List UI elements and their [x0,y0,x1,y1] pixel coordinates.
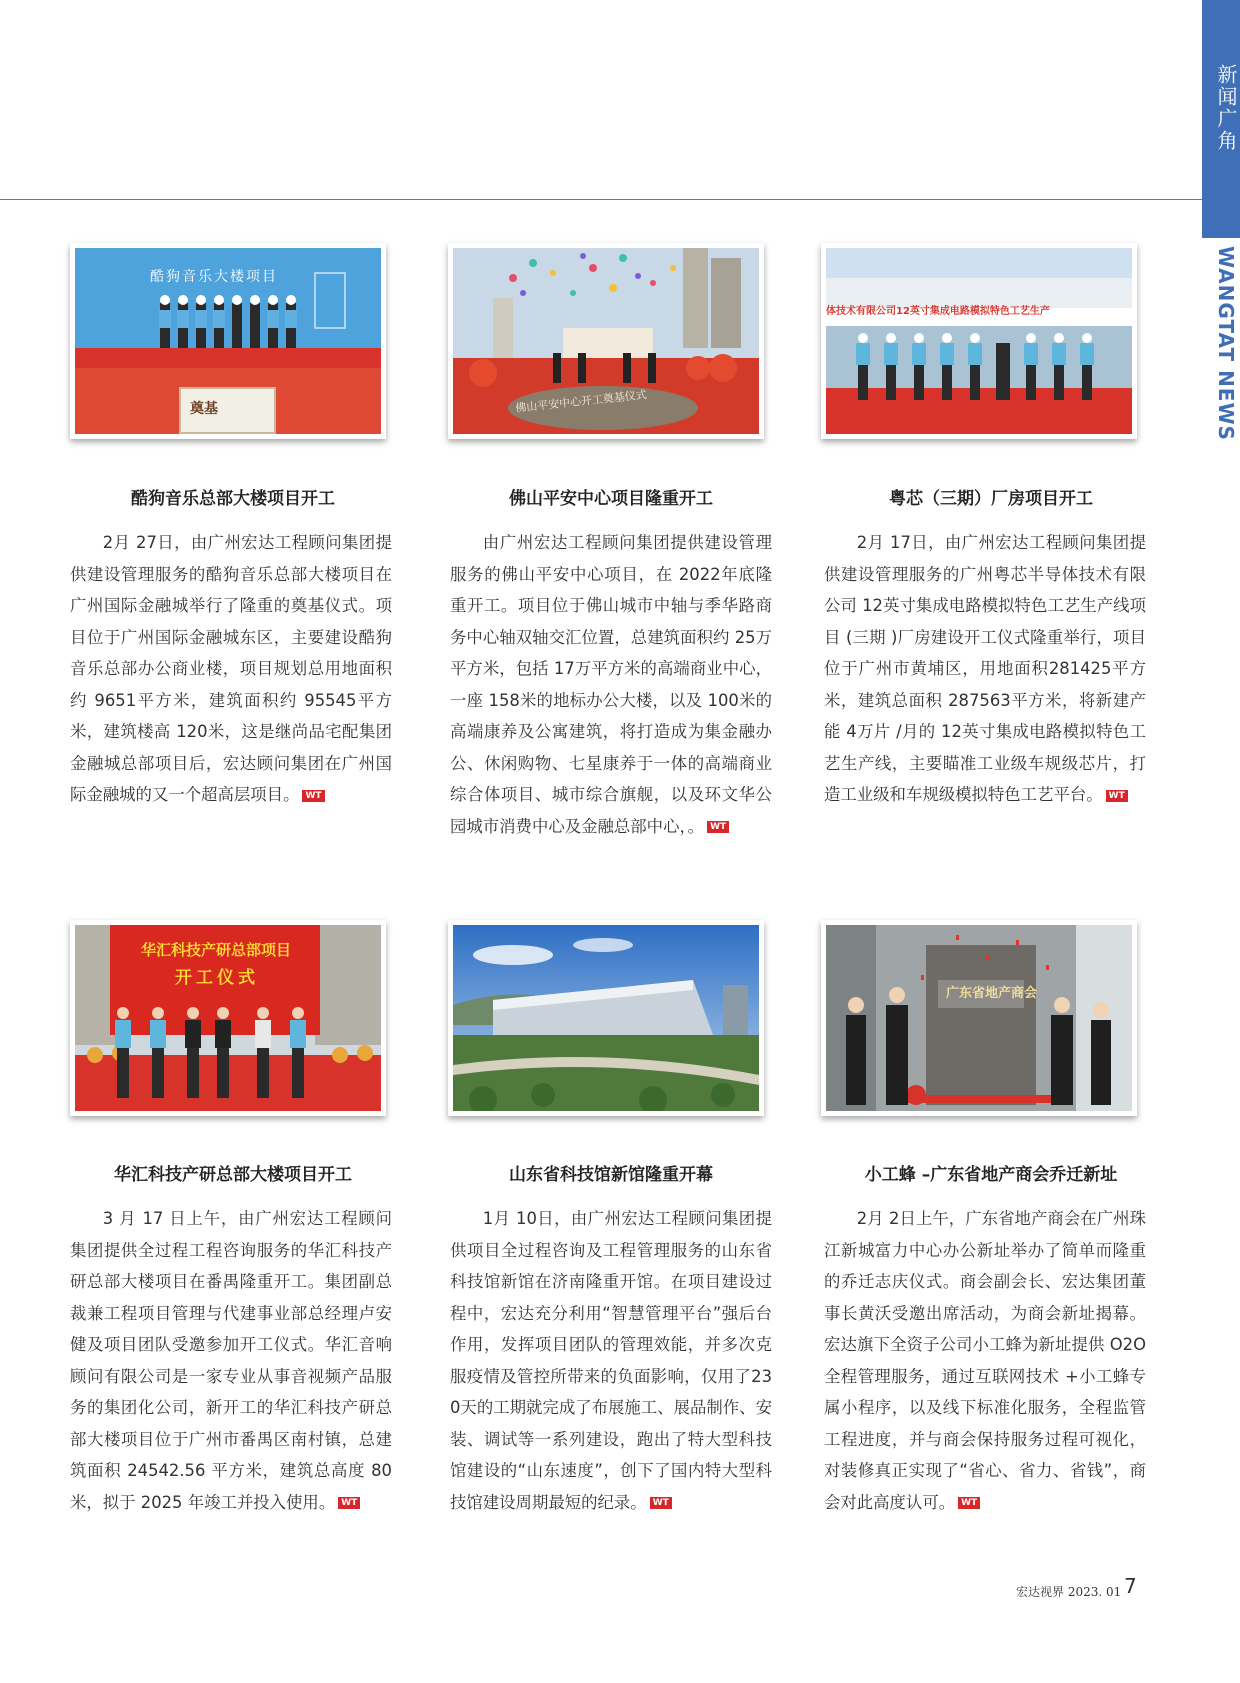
wt-end-mark: WT [302,790,324,802]
section-label-cn: 新闻广角 [1214,64,1238,152]
article-title: 佛山平安中心项目隆重开工 [509,489,713,509]
photo-foshan-pingan [448,243,764,439]
wt-end-mark: WT [958,1497,980,1509]
wt-end-mark: WT [1106,790,1128,802]
article-body [824,527,1146,811]
article-body [70,1203,392,1518]
article-title: 酷狗音乐总部大楼项目开工 [131,489,335,509]
header-rule [0,199,1202,200]
photo-chamber-unveiling [821,920,1137,1116]
photo-stone-text: 佛山平安中心开工奠基仪式 [514,388,648,415]
wt-end-mark: WT [707,821,729,833]
article-body [450,527,772,842]
photo-banner-text: 酷狗音乐大楼项目 [150,269,278,285]
article-text: 1月 10日，由广州宏达工程顾问集团提供项目全过程咨询及工程管理服务的山东省科技馆新馆在济南隆重开馆。在项目建设过程中，宏达充分利用“智慧管理平台”强后台作用，发挥项目团队的管理效能，并多次克服疫情及管控所带来的负面影响，仅用了230天的工期就完成了布展施工、展品制作、安装、调试等一系列建设，跑出了特大型科技馆建设的“山东速度”，创下了国内特大型科技馆建设周期最短的纪录。 [450,1209,772,1512]
article-text: 2月 17日，由广州宏达工程顾问集团提供建设管理服务的广州粤芯半导体技术有限公司 12英寸集成电路模拟特色工艺生产线项目 (三期 )厂房建设开工仪式隆重举行，项目位于广州市黄埔区，用地面积281425平方米，建筑总面积 287563平方米，将新建产能 4万片 /月的 12英寸集成电路模拟特色工艺生产线，主要瞄准工业级车规级芯片，打造工业级和车规级模拟特色工艺平台。 [824,533,1146,804]
photo-shandong-museum [448,920,764,1116]
photo-stone-text: 奠基 [190,401,218,417]
photo-banner-text: 体技术有限公司12英寸集成电路模拟特色工艺生产 [826,306,1050,317]
photo-kugou-groundbreaking [70,243,386,439]
article-body [824,1203,1146,1518]
article-body [70,527,392,811]
article-text: 3 月 17 日上午，由广州宏达工程顾问集团提供全过程工程咨询服务的华汇科技产研总部大楼项目在番禺隆重开工。集团副总裁兼工程项目管理与代建事业部总经理卢安健及项目团队受邀参加开工仪式。华汇音响顾问有限公司是一家专业从事音视频产品服务的集团化公司，新开工的华汇科技产研总部大楼项目位于广州市番禺区南村镇，总建筑面积 24542.56 平方米，建筑总高度 80 米，拟于 2025 年竣工并投入使用。 [70,1209,392,1512]
photo-yuexin-plant [821,243,1137,439]
photo-banner-text-2: 开工仪式 [175,968,259,988]
wt-end-mark: WT [338,1497,360,1509]
article-title: 华汇科技产研总部大楼项目开工 [114,1165,352,1185]
article-body [450,1203,772,1518]
section-label-en: WANGTAT NEWS [1214,246,1238,441]
photo-banner-text: 华汇科技产研总部项目 [141,941,292,959]
article-text: 由广州宏达工程顾问集团提供建设管理服务的佛山平安中心项目，在 2022年底隆重开工。项目位于佛山城市中轴与季华路商务中心轴双轴交汇位置，总建筑面积约 25万平方米，包括 17万平方米的高端商业中心，一座 158米的地标办公大楼，以及 100米的高端康养及公寓建筑，将打造成为集金融办公、休闲购物、七星康养于一体的高端商业综合体项目、城市综合旗舰，以及环文华公园城市消费中心及金融总部中心，。 [450,533,772,836]
magazine-issue: 宏达视界 2023. 01 [1016,1585,1122,1599]
article-title: 粤芯（三期）厂房项目开工 [889,489,1093,509]
article-text: 2月 2日上午，广东省地产商会在广州珠江新城富力中心办公新址举办了简单而隆重的乔迁志庆仪式。商会副会长、宏达集团董事长黄沃受邀出席活动，为商会新址揭幕。宏达旗下全资子公司小工蜂为新址提供 O2O全程管理服务，通过互联网技术 +小工蜂专属小程序，以及线下标准化服务，全程监管工程进度，并与商会保持服务过程可视化，对装修真正实现了“省心、省力、省钱”，商会对此高度认可。 [824,1209,1146,1512]
article-title: 山东省科技馆新馆隆重开幕 [509,1165,713,1185]
article-text: 2月 27日，由广州宏达工程顾问集团提供建设管理服务的酷狗音乐总部大楼项目在广州国际金融城举行了隆重的奠基仪式。项目位于广州国际金融城东区，主要建设酷狗音乐总部办公商业楼，项目规划总用地面积约 9651平方米，建筑面积约 95545平方米，建筑楼高 120米，这是继尚品宅配集团金融城总部项目后，宏达顾问集团在广州国际金融城的又一个超高层项目。 [70,533,392,804]
photo-sign-text: 广东省地产商会 [946,986,1038,1001]
wt-end-mark: WT [650,1497,672,1509]
article-title: 小工蜂 –广东省地产商会乔迁新址 [864,1165,1118,1185]
photo-huahui-groundbreaking [70,920,386,1116]
page-number: 7 [1124,1574,1137,1598]
